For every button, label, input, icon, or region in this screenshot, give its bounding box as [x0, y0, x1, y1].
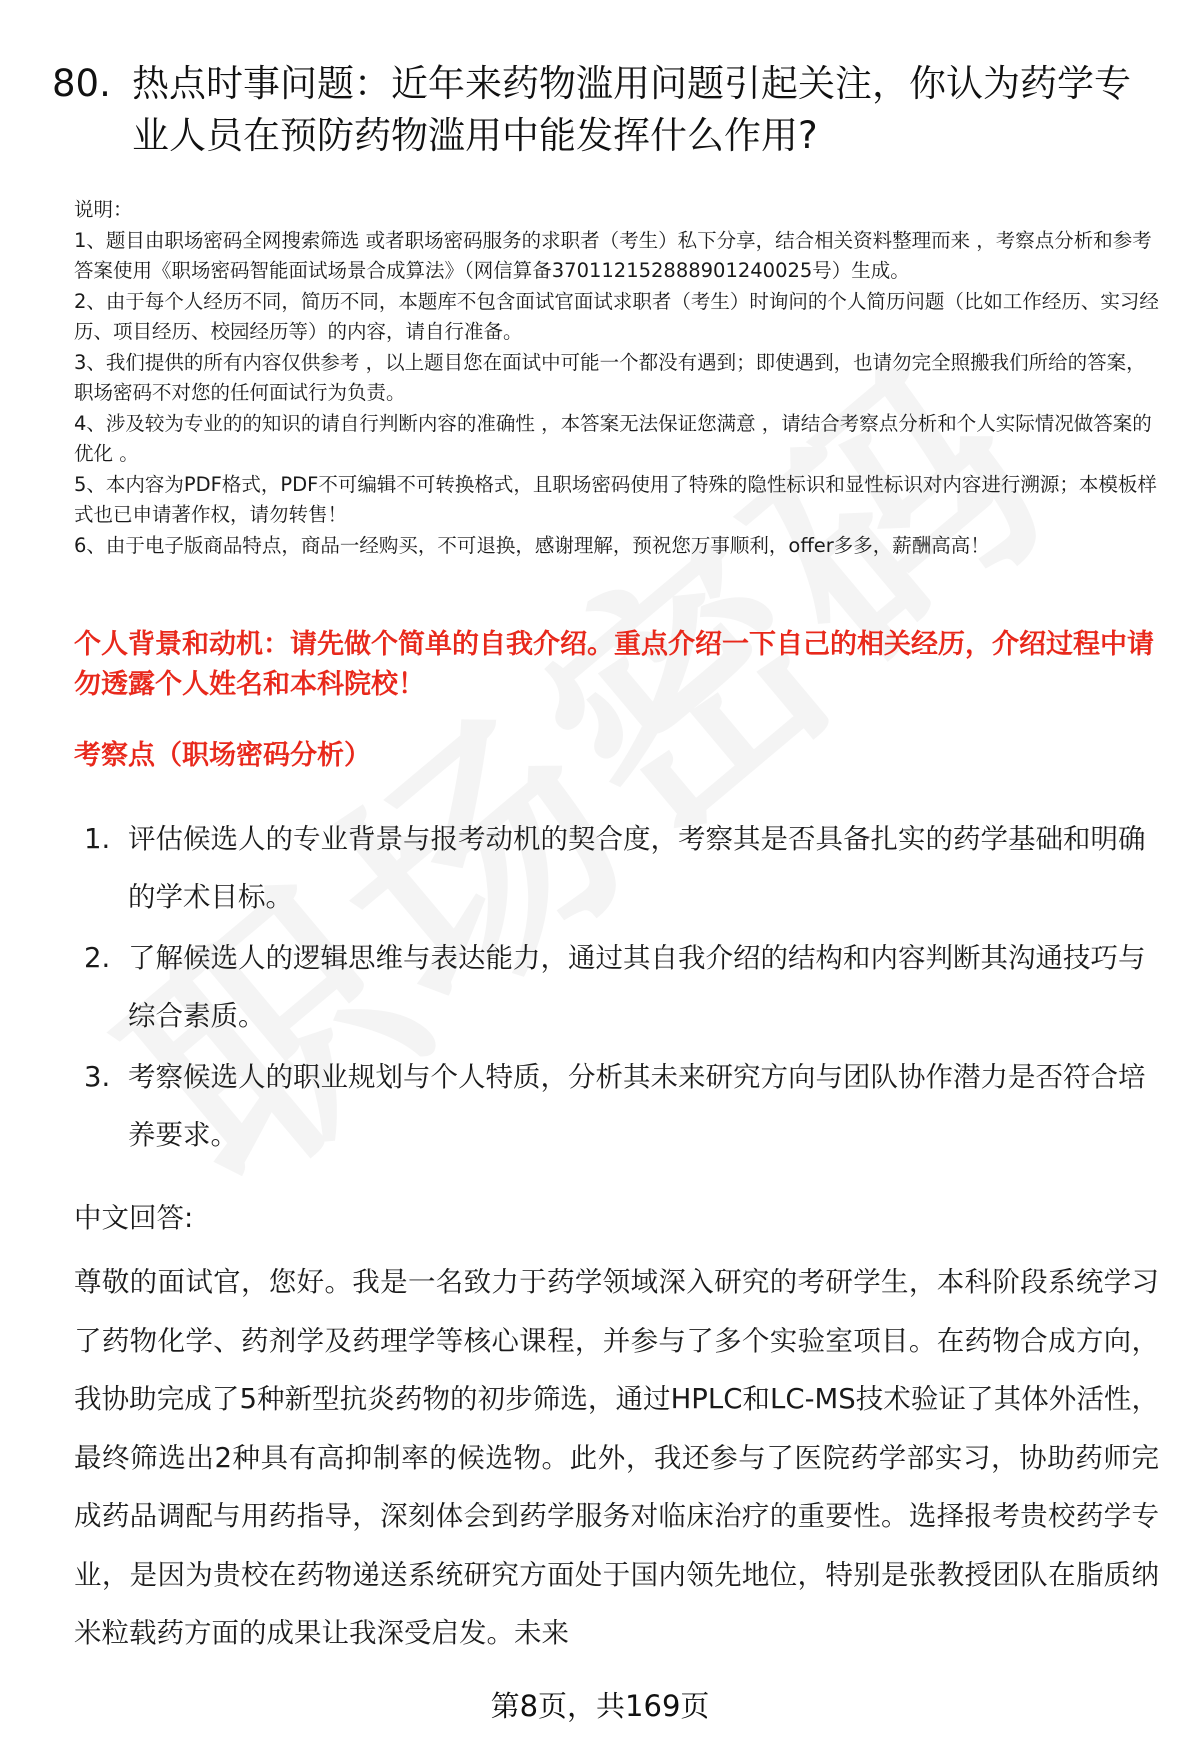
note-item: 4、涉及较为专业的的知识的请自行判断内容的准确性 ，本答案无法保证您满意 ，请结合考察点分析和个人实际情况做答案的优化 。	[74, 411, 1152, 465]
list-item-number: 2.	[84, 942, 111, 974]
notes-heading: 说明：	[74, 198, 133, 221]
list-item-text: 评估候选人的专业背景与报考动机的契合度，考察其是否具备扎实的药学基础和明确的学术目标。	[128, 823, 1146, 913]
list-item	[84, 1048, 1159, 1164]
question-text: 热点时事问题：近年来药物滥用问题引起关注，你认为药学专业人员在预防药物滥用中能发挥什么作用?	[132, 62, 1131, 157]
list-item-text: 了解候选人的逻辑思维与表达能力，通过其自我介绍的结构和内容判断其沟通技巧与综合素质。	[128, 942, 1146, 1032]
note-item: 5、本内容为PDF格式，PDF不可编辑不可转换格式，且职场密码使用了特殊的隐性标识和显性标识对内容进行溯源；本模板样式也已申请著作权，请勿转售！	[74, 472, 1157, 526]
list-item	[84, 929, 1159, 1045]
list-item-number: 3.	[84, 1061, 111, 1093]
answer-label: 中文回答:	[74, 1202, 194, 1234]
list-item-text: 考察候选人的职业规划与个人特质，分析其未来研究方向与团队协作潜力是否符合培养要求。	[128, 1061, 1146, 1151]
page-footer: 第8页，共169页	[490, 1689, 710, 1723]
list-item-number: 1.	[84, 823, 111, 855]
key-points-list	[84, 810, 1159, 1167]
question-number: 80.	[52, 62, 111, 105]
note-item: 1、题目由职场密码全网搜索筛选 或者职场密码服务的求职者（考生）私下分享，结合相关资料整理而来 ，考察点分析和参考答案使用《职场密码智能面试场景合成算法》（网信算备370112152888901240025号）生成。	[74, 228, 1152, 282]
note-item: 2、由于每个人经历不同，简历不同，本题库不包含面试官面试求职者（考生）时询问的个人简历问题（比如工作经历、实习经历、项目经历、校园经历等）的内容，请自行准备。	[74, 289, 1159, 343]
answer-text: 尊敬的面试官，您好。我是一名致力于药学领域深入研究的考研学生，本科阶段系统学习了药物化学、药剂学及药理学等核心课程，并参与了多个实验室项目。在药物合成方向，我协助完成了5种新型抗炎药物的初步筛选，通过HPLC和LC-MS技术验证了其体外活性，最终筛选出2种具有高抑制率的候选物。此外，我还参与了医院药学部实习，协助药师完成药品调配与用药指导，深刻体会到药学服务对临床治疗的重要性。选择报考贵校药学专业，是因为贵校在药物递送系统研究方面处于国内领先地位，特别是张教授团队在脂质纳米粒载药方面的成果让我深受启发。未来	[74, 1266, 1159, 1649]
background-heading: 个人背景和动机：请先做个简单的自我介绍。重点介绍一下自己的相关经历，介绍过程中请勿透露个人姓名和本科院校！	[74, 629, 1154, 700]
question-title	[52, 58, 1152, 162]
list-item	[84, 810, 1159, 926]
note-item: 3、我们提供的所有内容仅供参考 ，以上题目您在面试中可能一个都没有遇到；即使遇到，也请勿完全照搬我们所给的答案，职场密码不对您的任何面试行为负责。	[74, 350, 1146, 404]
note-item: 6、由于电子版商品特点，商品一经购买，不可退换，感谢理解，预祝您万事顺利，offer多多，薪酬高高！	[74, 533, 990, 557]
notes-section	[74, 195, 1159, 561]
key-points-heading: 考察点（职场密码分析）	[74, 740, 371, 771]
